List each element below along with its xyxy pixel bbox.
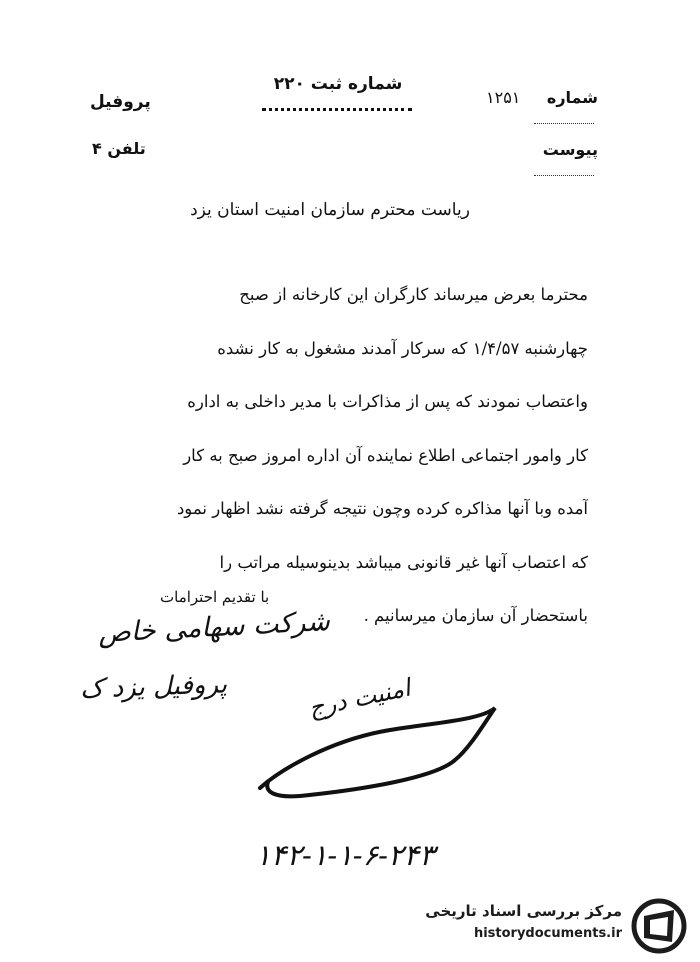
attachment-label: پیوست xyxy=(542,140,598,159)
number-line xyxy=(534,111,594,124)
registration-number: شماره ثبت ۲۲۰ xyxy=(273,74,403,94)
number-value: ۱۲۵۱ xyxy=(486,88,521,107)
attachment-field xyxy=(486,140,598,178)
recipient-line: ریاست محترم سازمان امنیت استان یزد xyxy=(190,200,470,220)
phone-label: تلفن xyxy=(107,139,146,158)
phone-value: ۴ xyxy=(92,139,102,158)
handwritten-signature xyxy=(240,660,510,800)
closing-phrase: با تقدیم احترامات xyxy=(160,588,270,606)
watermark-url: historydocuments.ir xyxy=(473,926,622,941)
number-label: شماره xyxy=(546,88,598,107)
archive-logo-icon xyxy=(630,898,688,954)
body-line: که اعتصاب آنها غیر قانونی میباشد بدینوسیله مراتب را xyxy=(219,552,588,572)
archive-number: ۱۴۲-۱-۱-۶-۲۴۳ xyxy=(255,838,435,872)
signature-company-type: شرکت سهامی خاص xyxy=(97,605,331,650)
letterhead-phone xyxy=(92,139,146,158)
attachment-line xyxy=(534,163,594,176)
watermark-title: مرکز بررسی اسناد تاریخی xyxy=(425,902,622,920)
signature-company-name: پروفیل یزد ک xyxy=(79,669,228,705)
signature-note: امنیت درج xyxy=(306,673,413,723)
body-line: واعتصاب نمودند که پس از مذاکرات با مدیر داخلی به اداره xyxy=(187,392,588,411)
letter-body xyxy=(96,268,588,643)
body-line: چهارشنبه ۱/۴/۵۷ که سرکار آمدند مشغول به کار نشده xyxy=(217,338,588,358)
body-line: باستحضار آن سازمان میرسانیم . xyxy=(363,606,588,625)
body-line: کار وامور اجتماعی اطلاع نماینده آن اداره امروز صبح به کار xyxy=(183,445,588,465)
number-field xyxy=(486,88,598,126)
body-line: آمده وبا آنها مذاکره کرده وچون نتیجه گرفته نشد اظهار نمود xyxy=(176,499,588,518)
letterhead-company: پروفیل xyxy=(90,92,151,112)
body-line: محترما بعرض میرساند کارگران این کارخانه از صبح xyxy=(239,285,588,304)
registration-underline xyxy=(262,104,412,111)
